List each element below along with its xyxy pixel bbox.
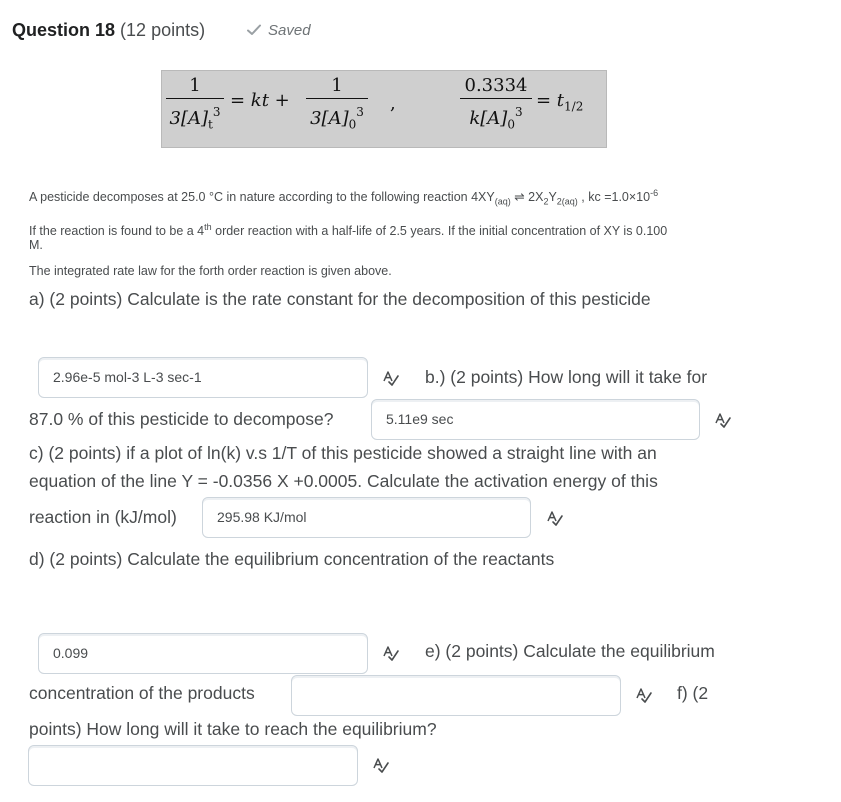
question-title [12, 20, 205, 41]
integrated-rate-law-note: The integrated rate law for the forth order reaction is given above. [29, 264, 392, 278]
eq3-denominator: $k[A]_0^3$ [469, 105, 523, 132]
fraction-1 [166, 75, 224, 136]
spellcheck-icon[interactable] [372, 756, 390, 774]
fraction-2 [306, 75, 368, 136]
part-c-prompt-line3: reaction in (kJ/mol) [29, 507, 177, 527]
eq1-denominator: $3[A]_t^3$ [169, 105, 221, 132]
reaction-statement: A pesticide decomposes at 25.0 °C in nature according to the following reaction $4XY_{(aq)}$ ⇌ $2X_2Y_{2(aq)}$ , kc $=1.0\times 10^{-6}$ [29, 188, 659, 207]
spellcheck-icon[interactable] [382, 369, 400, 387]
part-f-prompt: f) (2 [677, 683, 709, 703]
question-number: Question 18 [12, 20, 116, 40]
eq1-middle: = kt + [230, 90, 290, 111]
answer-f-input[interactable] [28, 745, 358, 786]
answer-c-input[interactable]: 295.98 KJ/mol [202, 497, 531, 538]
part-d-prompt: d) (2 points) Calculate the equilibrium concentration of the reactants [29, 549, 555, 569]
part-b-prompt: b.) (2 points) How long will it take for [425, 367, 708, 387]
eq2-denominator: $3[A]_0^3$ [310, 105, 364, 132]
eq3-numerator: 0.3334 [464, 75, 528, 96]
fraction-3 [460, 75, 532, 136]
answer-e-input[interactable] [291, 675, 621, 716]
part-c-prompt-line2: equation of the line Y = -0.0356 X +0.0005. Calculate the activation energy of this [29, 471, 658, 491]
saved-status [246, 22, 311, 39]
eq2-numerator: 1 [331, 75, 343, 96]
answer-b-input[interactable]: 5.11e9 sec [371, 399, 700, 440]
eq-separator: , [390, 93, 396, 114]
spellcheck-icon[interactable] [546, 509, 564, 527]
part-f-prompt-continued: points) How long will it take to reach the equilibrium? [29, 719, 437, 739]
part-e-prompt-continued: concentration of the products [29, 683, 255, 703]
spellcheck-icon[interactable] [635, 686, 653, 704]
spellcheck-icon[interactable] [714, 411, 732, 429]
spellcheck-icon[interactable] [382, 644, 400, 662]
part-e-prompt: e) (2 points) Calculate the equilibrium [425, 641, 715, 661]
order-statement: If the reaction is found to be a 4th order reaction with a half-life of 2.5 years. If the initial concentration of XY is 0.100 [29, 222, 668, 239]
checkmark-icon [246, 23, 262, 37]
eq3-rhs: = $t_{1/2}$ [536, 90, 584, 114]
part-b-prompt-continued: 87.0 % of this pesticide to decompose? [29, 409, 334, 429]
rate-law-equation-image [161, 70, 607, 148]
order-statement-continued: M. [29, 238, 43, 252]
eq1-numerator: 1 [189, 75, 201, 96]
part-c-prompt: c) (2 points) if a plot of ln(k) v.s 1/T of this pesticide showed a straight line with an [29, 443, 657, 463]
saved-label: Saved [268, 22, 311, 39]
question-points: (12 points) [120, 20, 206, 40]
part-a-prompt: a) (2 points) Calculate is the rate constant for the decomposition of this pesticide [29, 289, 651, 309]
answer-d-input[interactable]: 0.099 [38, 633, 368, 674]
answer-a-input[interactable]: 2.96e-5 mol-3 L-3 sec-1 [38, 357, 368, 398]
